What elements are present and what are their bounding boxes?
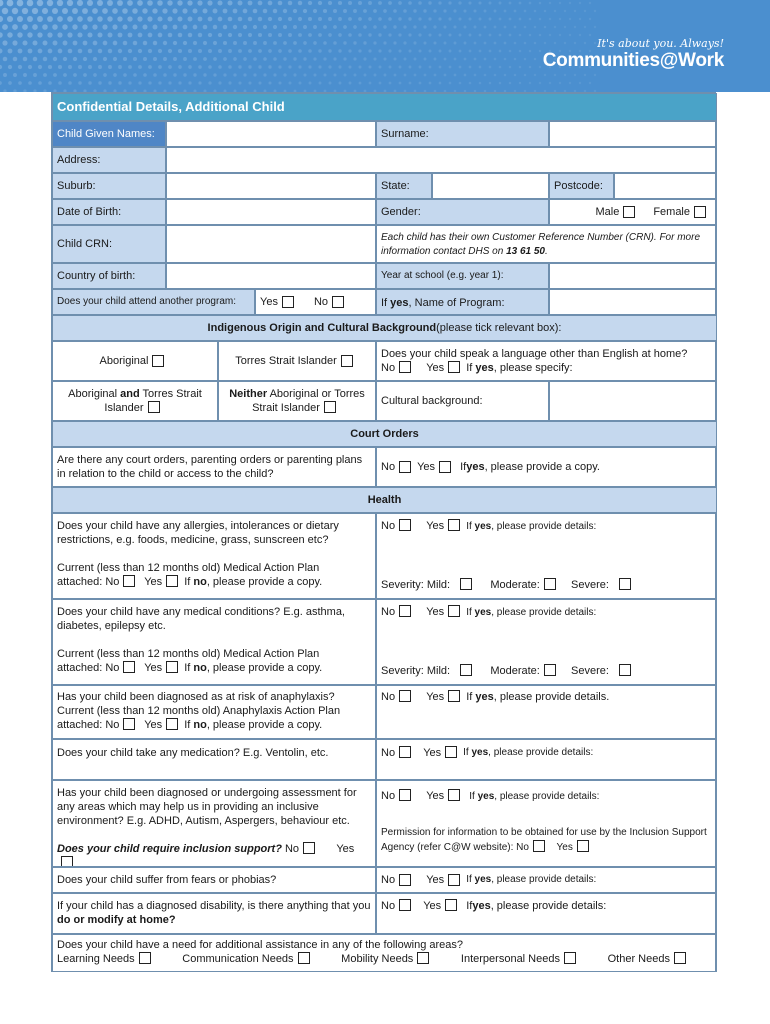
female-checkbox[interactable]	[694, 206, 706, 218]
program-yes-checkbox[interactable]	[282, 296, 294, 308]
form	[51, 92, 716, 972]
other-needs-option: Other Needs	[608, 952, 692, 966]
court-yes-checkbox[interactable]	[439, 461, 451, 473]
disability-yes-checkbox[interactable]	[445, 899, 457, 911]
medication-answer: No Yes If yes, please provide details:	[376, 739, 717, 780]
allergy-moderate-checkbox[interactable]	[544, 578, 556, 590]
health-header: Health	[52, 487, 717, 513]
condition-severe-checkbox[interactable]	[619, 664, 631, 676]
address-label: Address:	[52, 147, 166, 173]
year-field[interactable]	[549, 263, 717, 289]
ana-plan-yes-checkbox[interactable]	[166, 718, 178, 730]
fears-no-checkbox[interactable]	[399, 874, 411, 886]
dot-pattern	[0, 0, 600, 92]
ana-no-checkbox[interactable]	[399, 690, 411, 702]
cultural-label: Cultural background:	[376, 381, 549, 421]
state-field[interactable]	[432, 173, 549, 199]
program-no-checkbox[interactable]	[332, 296, 344, 308]
language-yes-checkbox[interactable]	[448, 361, 460, 373]
allergy-plan-no-checkbox[interactable]	[123, 575, 135, 587]
interpersonal-needs-checkbox[interactable]	[564, 952, 576, 964]
neither-option: Neither Aboriginal or Torres Strait Islander	[218, 381, 376, 421]
assessment-yes-checkbox[interactable]	[448, 789, 460, 801]
form-title: Confidential Details, Additional Child	[52, 93, 717, 121]
condition-plan-no-checkbox[interactable]	[123, 661, 135, 673]
both-checkbox[interactable]	[148, 401, 160, 413]
condition-moderate-checkbox[interactable]	[544, 664, 556, 676]
another-program-options: Yes No	[255, 289, 376, 315]
fears-answer: No Yes If yes, please provide details:	[376, 867, 717, 893]
court-header: Court Orders	[52, 421, 717, 447]
anaphylaxis-question: Has your child been diagnosed as at risk of anaphylaxis? Current (less than 12 months old) Anaphylaxis Action Plan attached: No Yes If no, please provide a copy.	[52, 685, 376, 739]
crn-note: Each child has their own Customer Reference Number (CRN). For more information contact DHS on 13 61 50.	[376, 225, 717, 263]
medication-no-checkbox[interactable]	[399, 746, 411, 758]
ana-plan-no-checkbox[interactable]	[123, 718, 135, 730]
medication-question: Does your child take any medication? E.g. Ventolin, etc.	[52, 739, 376, 780]
assessment-answer: No Yes If yes, please provide details: Permission for information to be obtained for use by the Inclusion Support Agency (refer C@W website): No Yes	[376, 780, 717, 867]
allergy-mild-checkbox[interactable]	[460, 578, 472, 590]
allergies-question: Does your child have any allergies, intolerances or dietary restrictions, e.g. foods, medicine, grass, sunscreen etc? Current (less than 12 months old) Medical Action Plan attached: No Yes If no, please provide a copy.	[52, 513, 376, 599]
header-banner	[0, 0, 770, 92]
permission-yes-checkbox[interactable]	[577, 840, 589, 852]
assessment-no-checkbox[interactable]	[399, 789, 411, 801]
disability-question: If your child has a diagnosed disability, is there anything that you do or modify at home?	[52, 893, 376, 934]
program-name-field[interactable]	[549, 289, 717, 315]
other-needs-checkbox[interactable]	[674, 952, 686, 964]
child-given-names-field[interactable]	[166, 121, 376, 147]
logo: Communities@Work	[542, 50, 724, 71]
permission-no-checkbox[interactable]	[533, 840, 545, 852]
dob-label: Date of Birth:	[52, 199, 166, 225]
court-answer: No Yes If yes , please provide a copy.	[376, 447, 717, 487]
language-question: Does your child speak a language other than English at home? No Yes If yes, please specify:	[376, 341, 717, 381]
mobility-needs-checkbox[interactable]	[417, 952, 429, 964]
allergy-severe-checkbox[interactable]	[619, 578, 631, 590]
assistance-row: Does your child have a need for additional assistance in any of the following areas? Learning Needs Communication Needs Mobility Needs Interpersonal Needs Other Needs	[52, 934, 717, 972]
condition-yes-checkbox[interactable]	[448, 605, 460, 617]
male-checkbox[interactable]	[623, 206, 635, 218]
language-no-checkbox[interactable]	[399, 361, 411, 373]
communication-needs-option: Communication Needs	[182, 952, 315, 966]
postcode-field[interactable]	[614, 173, 717, 199]
learning-needs-checkbox[interactable]	[139, 952, 151, 964]
male-label: Male	[595, 206, 620, 218]
court-question: Are there any court orders, parenting orders or parenting plans in relation to the child or access to the child?	[52, 447, 376, 487]
conditions-answer: No Yes If yes, please provide details: Severity: Mild: Moderate: Severe:	[376, 599, 717, 685]
communication-needs-checkbox[interactable]	[298, 952, 310, 964]
another-program-label: Does your child attend another program:	[52, 289, 255, 315]
gender-label: Gender:	[376, 199, 549, 225]
country-label: Country of birth:	[52, 263, 166, 289]
year-label: Year at school (e.g. year 1):	[376, 263, 549, 289]
aboriginal-checkbox[interactable]	[152, 355, 164, 367]
conditions-question: Does your child have any medical conditions? E.g. asthma, diabetes, epilepsy etc. Current (less than 12 months old) Medical Action Plan attached: No Yes If no, please provide a copy.	[52, 599, 376, 685]
torres-option: Torres Strait Islander	[218, 341, 376, 381]
crn-field[interactable]	[166, 225, 376, 263]
medication-yes-checkbox[interactable]	[445, 746, 457, 758]
suburb-label: Suburb:	[52, 173, 166, 199]
surname-label: Surname:	[376, 121, 549, 147]
ana-yes-checkbox[interactable]	[448, 690, 460, 702]
learning-needs-option: Learning Needs	[57, 952, 157, 966]
program-name-label: If yes, Name of Program:	[376, 289, 549, 315]
interpersonal-needs-option: Interpersonal Needs	[461, 952, 582, 966]
court-no-checkbox[interactable]	[399, 461, 411, 473]
disability-no-checkbox[interactable]	[399, 899, 411, 911]
state-label: State:	[376, 173, 432, 199]
child-given-names-label: Child Given Names:	[52, 121, 166, 147]
tagline: It's about you. Always!	[597, 37, 724, 50]
inclusion-no-checkbox[interactable]	[303, 842, 315, 854]
fears-question: Does your child suffer from fears or phobias?	[52, 867, 376, 893]
allergies-answer: No Yes If yes, please provide details: Severity: Mild: Moderate: Severe:	[376, 513, 717, 599]
allergy-plan-yes-checkbox[interactable]	[166, 575, 178, 587]
suburb-field[interactable]	[166, 173, 376, 199]
surname-field[interactable]	[549, 121, 717, 147]
address-field[interactable]	[166, 147, 717, 173]
dob-field[interactable]	[166, 199, 376, 225]
inclusion-yes-checkbox[interactable]	[61, 856, 73, 867]
anaphylaxis-answer: No Yes If yes, please provide details.	[376, 685, 717, 739]
fears-yes-checkbox[interactable]	[448, 874, 460, 886]
indigenous-header: Indigenous Origin and Cultural Background (please tick relevant box):	[52, 315, 717, 341]
female-label: Female	[653, 206, 690, 218]
allergy-yes-checkbox[interactable]	[448, 519, 460, 531]
condition-mild-checkbox[interactable]	[460, 664, 472, 676]
assessment-question: Has your child been diagnosed or undergoing assessment for any areas which may help us in providing an inclusive environment? E.g. ADHD, Autism, Aspergers, behaviour etc. Does your child require inclusion support? No Yes	[52, 780, 376, 867]
cultural-field[interactable]	[549, 381, 717, 421]
allergy-no-checkbox[interactable]	[399, 519, 411, 531]
gender-options	[549, 199, 717, 225]
neither-checkbox[interactable]	[324, 401, 336, 413]
aboriginal-option: Aboriginal	[52, 341, 218, 381]
mobility-needs-option: Mobility Needs	[341, 952, 435, 966]
both-option: Aboriginal and Torres Strait Islander	[52, 381, 218, 421]
country-field[interactable]	[166, 263, 376, 289]
torres-checkbox[interactable]	[341, 355, 353, 367]
condition-plan-yes-checkbox[interactable]	[166, 661, 178, 673]
disability-answer: No Yes If yes , please provide details:	[376, 893, 717, 934]
crn-phone: 13 61 50	[506, 246, 545, 257]
postcode-label: Postcode:	[549, 173, 614, 199]
condition-no-checkbox[interactable]	[399, 605, 411, 617]
crn-label: Child CRN:	[52, 225, 166, 263]
